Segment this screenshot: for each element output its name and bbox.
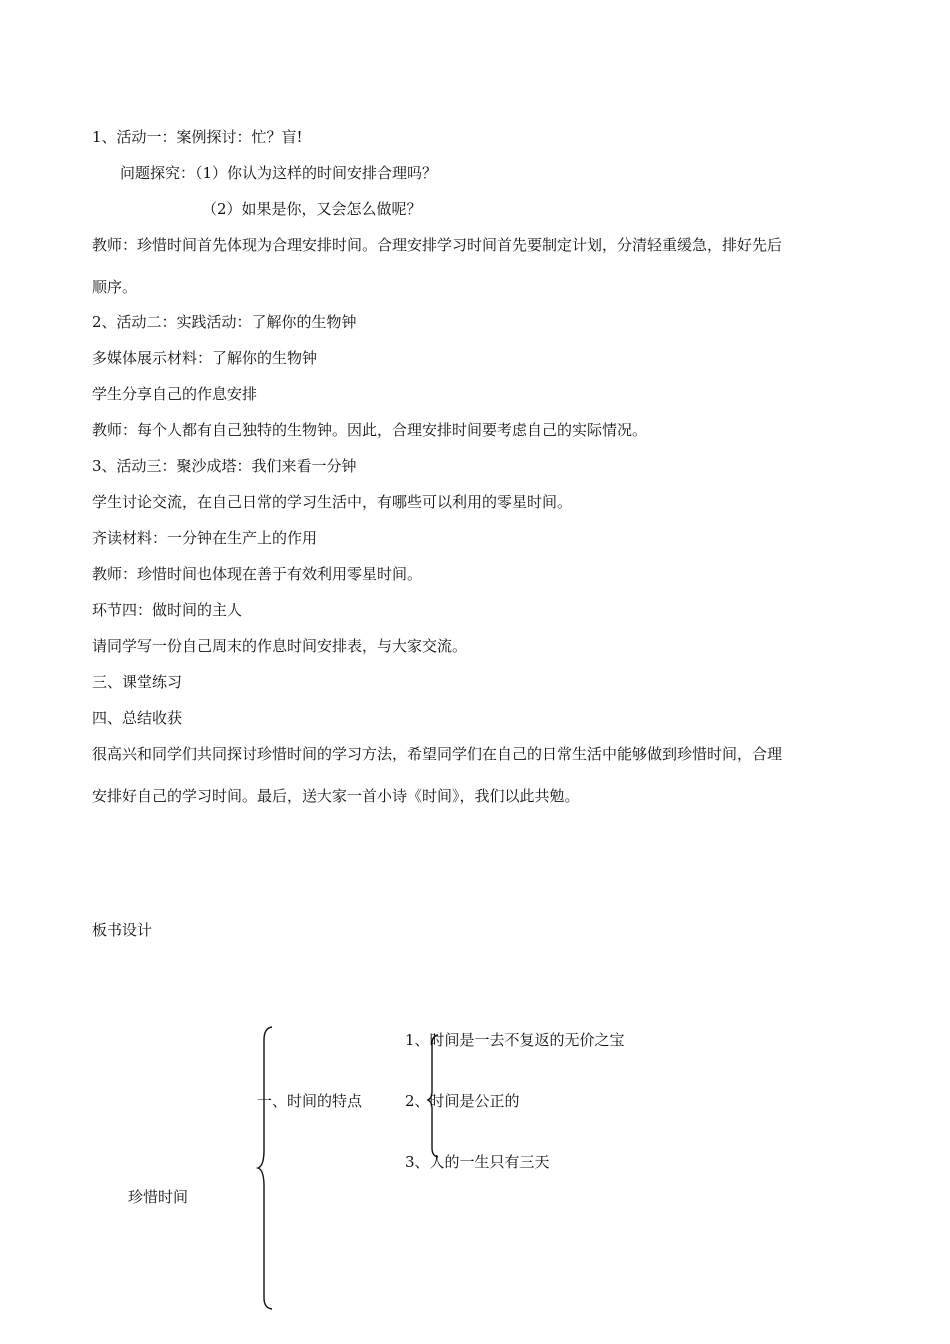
teacher-remark-1b: 顺序。 xyxy=(92,278,138,296)
media-material: 多媒体展示材料：了解你的生物钟 xyxy=(92,349,318,367)
board-root-topic: 珍惜时间 xyxy=(128,1188,189,1206)
board-point-3: 3、人的一生只有三天 xyxy=(405,1153,550,1171)
main-brace xyxy=(258,1027,272,1309)
board-point-1: 1、时间是一去不复返的无价之宝 xyxy=(405,1031,625,1049)
activity3-title: 3、活动三：聚沙成塔：我们来看一分钟 xyxy=(92,457,357,475)
summary-heading: 四、总结收获 xyxy=(92,709,183,727)
board-heading: 板书设计 xyxy=(92,921,153,939)
board-branch-label: 一、时间的特点 xyxy=(257,1092,363,1110)
question-2: （2）如果是你，又会怎么做呢？ xyxy=(202,200,422,218)
read-material: 齐读材料：一分钟在生产上的作用 xyxy=(92,529,318,547)
activity1-title: 1、活动一：案例探讨：忙？盲! xyxy=(92,128,303,146)
closing-remark-b: 安排好自己的学习时间。最后，送大家一首小诗《时间》，我们以此共勉。 xyxy=(92,787,580,805)
question-1: 问题探究：（1）你认为这样的时间安排合理吗？ xyxy=(120,164,438,182)
teacher-remark-2: 教师：每个人都有自己独特的生物钟。因此，合理安排时间要考虑自己的实际情况。 xyxy=(92,421,648,439)
teacher-remark-1a: 教师：珍惜时间首先体现为合理安排时间。合理安排学习时间首先要制定计划，分清轻重缓急，排好先后 xyxy=(92,236,783,254)
step4-title: 环节四：做时间的主人 xyxy=(92,601,243,619)
practice-heading: 三、课堂练习 xyxy=(92,673,183,691)
teacher-remark-3: 教师：珍惜时间也体现在善于有效利用零星时间。 xyxy=(92,565,423,583)
student-discussion: 学生讨论交流，在自己日常的学习生活中，有哪些可以利用的零星时间。 xyxy=(92,493,573,511)
closing-remark-a: 很高兴和同学们共同探讨珍惜时间的学习方法，希望同学们在自己的日常生活中能够做到珍惜时间，合理 xyxy=(92,745,783,763)
activity2-title: 2、活动二：实践活动：了解你的生物钟 xyxy=(92,313,357,331)
weekend-task: 请同学写一份自己周末的作息时间安排表，与大家交流。 xyxy=(92,637,468,655)
student-share: 学生分享自己的作息安排 xyxy=(92,385,258,403)
board-point-2: 2、时间是公正的 xyxy=(405,1092,520,1110)
